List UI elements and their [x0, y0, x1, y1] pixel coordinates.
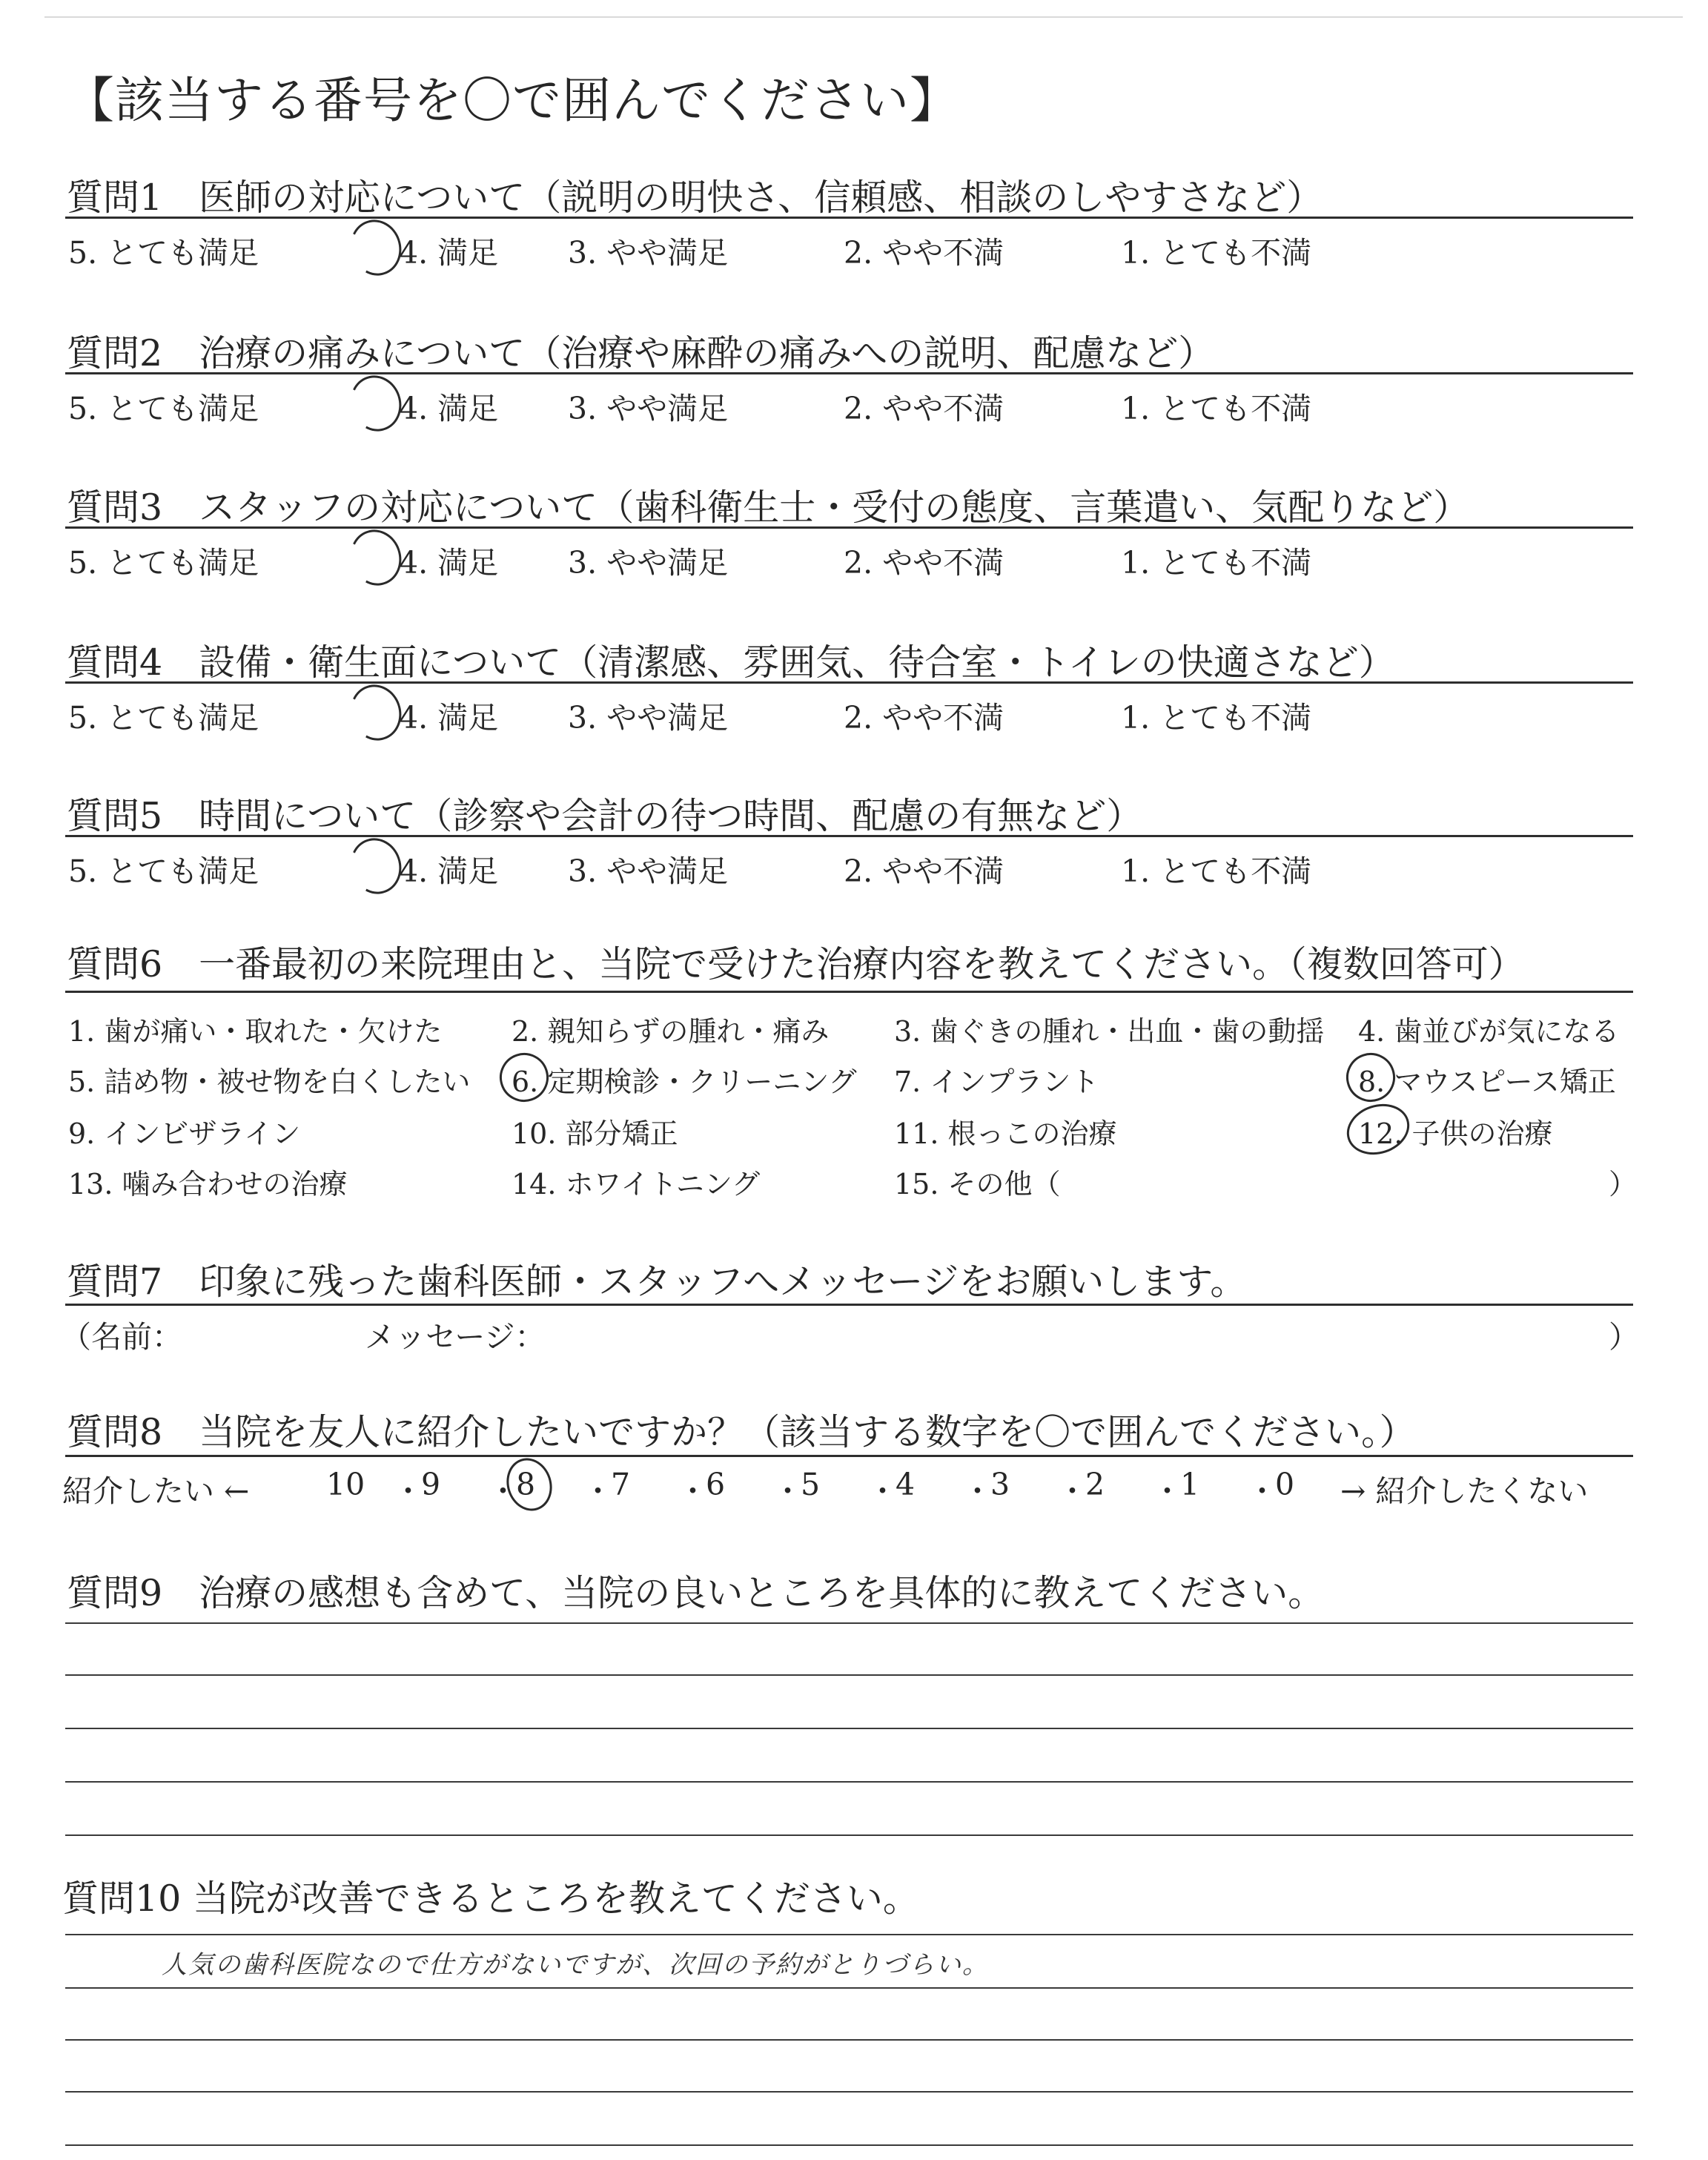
q5-option-1: 1. とても不満: [1121, 853, 1312, 889]
q4-option-2: 2. やや不満: [844, 700, 1004, 736]
q4-option-3: 3. やや満足: [568, 700, 729, 736]
q5-option-4: 4. 満足: [399, 853, 499, 889]
q10-handwritten-answer: 人気の歯科医院なので仕方がないですが、次回の予約がとりづらい。: [162, 1950, 989, 1980]
q7-rule: [65, 1304, 1633, 1306]
q7-name-label: （名前：: [61, 1319, 182, 1355]
q3-option-3: 3. やや満足: [568, 545, 729, 581]
q8-scale-4: 4: [896, 1467, 916, 1502]
form-header: 【該当する番号を〇で囲んでください】: [65, 72, 959, 129]
q10-answer-line-2: [65, 1987, 1633, 1989]
q8-separator-dot: ・: [583, 1473, 613, 1509]
q5-option-5: 5. とても満足: [68, 853, 259, 889]
q8-scale-8: 8: [516, 1467, 536, 1502]
q4-option-1: 1. とても不満: [1121, 700, 1312, 736]
q6-option-3: 3. 歯ぐきの腫れ・出血・歯の動揺: [894, 1015, 1325, 1048]
q10-title: 質問10 当院が改善できるところを教えてください。: [62, 1877, 919, 1920]
q9-answer-line-3: [65, 1728, 1633, 1729]
q3-title: 質問3 スタッフの対応について（歯科衛生士・受付の態度、言葉遣い、気配りなど）: [67, 486, 1470, 529]
q10-answer-line-3: [65, 2039, 1633, 2041]
q6-selection-circle-12: [1340, 1096, 1416, 1162]
q6-option-12: 12. 子供の治療: [1358, 1117, 1553, 1150]
q9-answer-line-1: [65, 1622, 1633, 1624]
q8-scale-3: 3: [990, 1467, 1010, 1502]
q3-option-1: 1. とても不満: [1121, 545, 1312, 581]
q8-scale-9: 9: [421, 1467, 441, 1502]
q6-option-4: 4. 歯並びが気になる: [1358, 1015, 1620, 1048]
q10-answer-line-4: [65, 2091, 1633, 2093]
q4-option-5: 5. とても満足: [68, 700, 259, 736]
q5-rule: [65, 835, 1633, 837]
q8-scale-1: 1: [1180, 1467, 1200, 1502]
q8-separator-dot: ・: [1247, 1473, 1277, 1509]
q6-option-11: 11. 根っこの治療: [894, 1117, 1117, 1150]
q1-rule: [65, 217, 1633, 219]
q6-option-9: 9. インビザライン: [68, 1117, 301, 1150]
q6-title: 質問6 一番最初の来院理由と、当院で受けた治療内容を教えてください。（複数回答可）: [67, 943, 1525, 985]
q2-rule: [65, 372, 1633, 374]
q1-option-5: 5. とても満足: [68, 235, 259, 271]
q8-scale-7: 7: [611, 1467, 631, 1502]
q8-scale-2: 2: [1085, 1467, 1105, 1502]
q6-option-7: 7. インプラント: [894, 1066, 1099, 1098]
q6-option-13: 13. 噛み合わせの治療: [68, 1168, 348, 1200]
q7-close-paren: ）: [1609, 1319, 1639, 1355]
q6-option-8: 8. マウスピース矯正: [1358, 1066, 1616, 1098]
q10-answer-line-5: [65, 2144, 1633, 2146]
q1-title: 質問1 医師の対応について（説明の明快さ、信頼感、相談のしやすさなど）: [67, 176, 1323, 219]
q4-rule: [65, 681, 1633, 684]
q8-left-label: 紹介したい ←: [62, 1473, 250, 1509]
q9-answer-line-5: [65, 1834, 1633, 1836]
q6-option-15: 15. その他（: [894, 1168, 1061, 1200]
q6-option-14: 14. ホワイトニング: [512, 1168, 761, 1200]
q1-option-1: 1. とても不満: [1121, 235, 1312, 271]
q8-scale-0: 0: [1275, 1467, 1295, 1502]
q3-option-4: 4. 満足: [399, 545, 499, 581]
q8-scale-6: 6: [706, 1467, 726, 1502]
q6-option-10: 10. 部分矯正: [512, 1117, 678, 1150]
q4-option-4: 4. 満足: [399, 700, 499, 736]
q6-option-2: 2. 親知らずの腫れ・痛み: [512, 1015, 830, 1048]
q2-option-5: 5. とても満足: [68, 391, 259, 426]
q5-option-3: 3. やや満足: [568, 853, 729, 889]
q6-rule: [65, 991, 1633, 993]
q7-message-label: メッセージ：: [365, 1319, 546, 1355]
q1-option-4: 4. 満足: [399, 235, 499, 271]
q8-separator-dot: ・: [1152, 1473, 1182, 1509]
q8-scale-5: 5: [801, 1467, 821, 1502]
q9-answer-line-2: [65, 1674, 1633, 1676]
q8-separator-dot: ・: [772, 1473, 803, 1509]
q8-title: 質問8 当院を友人に紹介したいですか？（該当する数字を〇で囲んでください。）: [67, 1411, 1416, 1453]
q5-option-2: 2. やや不満: [844, 853, 1004, 889]
q8-rule: [65, 1455, 1633, 1457]
q6-option-1: 1. 歯が痛い・取れた・欠けた: [68, 1015, 443, 1048]
q2-option-4: 4. 満足: [399, 391, 499, 426]
q2-title: 質問2 治療の痛みについて（治療や麻酔の痛みへの説明、配慮など）: [67, 332, 1215, 374]
q5-title: 質問5 時間について（診察や会計の待つ時間、配慮の有無など）: [67, 795, 1143, 837]
q8-separator-dot: ・: [962, 1473, 993, 1509]
scan-edge-line: [44, 16, 1683, 18]
q10-answer-line-1: [65, 1934, 1633, 1935]
q9-title: 質問9 治療の感想も含めて、当院の良いところを具体的に教えてください。: [67, 1572, 1325, 1614]
q1-option-3: 3. やや満足: [568, 235, 729, 271]
q8-scale-10: 10: [326, 1467, 365, 1502]
q8-separator-dot: ・: [867, 1473, 898, 1509]
q2-option-1: 1. とても不満: [1121, 391, 1312, 426]
q2-option-2: 2. やや不満: [844, 391, 1004, 426]
q4-title: 質問4 設備・衛生面について（清潔感、雰囲気、待合室・トイレの快適さなど）: [67, 641, 1395, 684]
q1-option-2: 2. やや不満: [844, 235, 1004, 271]
q3-option-2: 2. やや不満: [844, 545, 1004, 581]
q8-separator-dot: ・: [393, 1473, 423, 1509]
q6-option-16: ）: [1609, 1168, 1638, 1200]
q7-title: 質問7 印象に残った歯科医師・スタッフへメッセージをお願いします。: [67, 1261, 1247, 1303]
q8-separator-dot: ・: [678, 1473, 708, 1509]
q8-separator-dot: ・: [488, 1473, 518, 1509]
q3-option-5: 5. とても満足: [68, 545, 259, 581]
q2-option-3: 3. やや満足: [568, 391, 729, 426]
q8-separator-dot: ・: [1057, 1473, 1088, 1509]
q6-option-6: 6. 定期検診・クリーニング: [512, 1066, 857, 1098]
q6-option-5: 5. 詰め物・被せ物を白くしたい: [68, 1066, 471, 1098]
q3-rule: [65, 526, 1633, 529]
q9-answer-line-4: [65, 1781, 1633, 1783]
q8-right-label: → 紹介したくない: [1340, 1473, 1589, 1509]
